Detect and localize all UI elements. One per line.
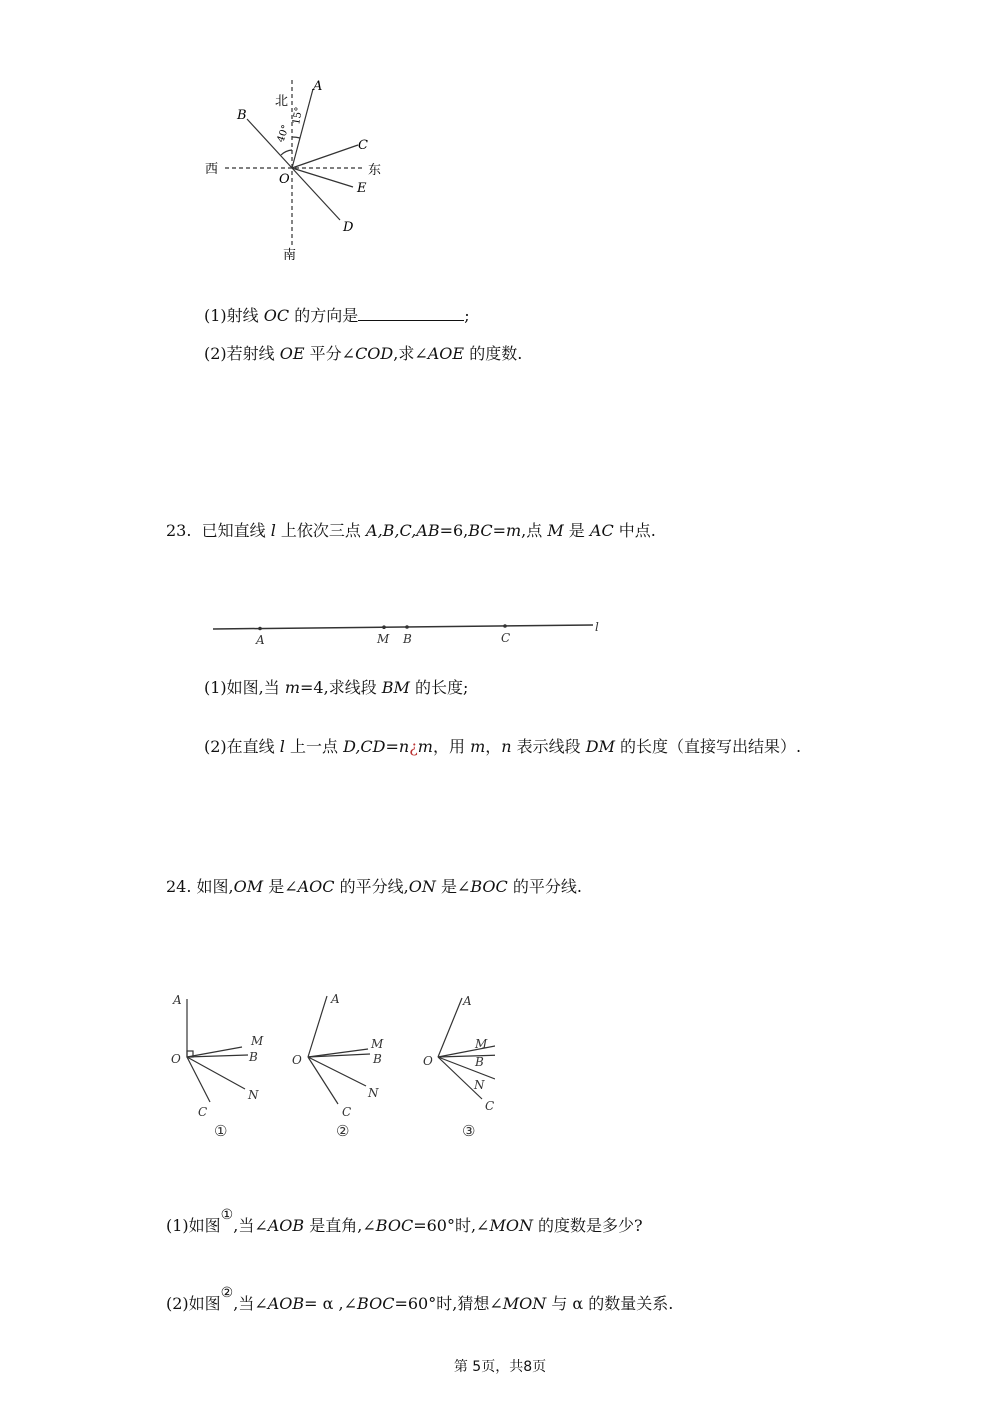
q22-part2: (2)若射线 OE 平分∠COD,求∠AOE 的度数.	[204, 344, 523, 363]
fig2-label-m: M	[371, 1037, 384, 1051]
label-c: C	[501, 631, 511, 645]
fig3-label-o: O	[423, 1054, 433, 1068]
angle-40-label: 40°	[275, 123, 292, 145]
point-c	[503, 624, 507, 628]
point-a	[258, 627, 262, 631]
label-o: O	[279, 172, 290, 187]
label-b: B	[403, 632, 412, 646]
answer-blank[interactable]	[358, 306, 464, 321]
fig1-label-o: O	[171, 1052, 181, 1066]
fig3-label-b: B	[475, 1055, 484, 1069]
q24-part1: (1)如图①,当∠AOB 是直角,∠BOC=60°时,∠MON 的度数是多少?	[166, 1207, 643, 1235]
fig3-label-c: C	[485, 1099, 495, 1113]
fig1-label-a: A	[173, 993, 182, 1007]
fig1-label-n: N	[248, 1088, 259, 1102]
angle-figures	[165, 985, 495, 1145]
fig3-label-n: N	[474, 1078, 485, 1092]
fig1-label-m: M	[251, 1034, 264, 1048]
caption-2: ②	[336, 1122, 350, 1140]
north-label: 北	[275, 94, 289, 109]
label-m: M	[377, 632, 390, 646]
label-a: A	[256, 633, 265, 647]
fig2-label-b: B	[373, 1052, 382, 1066]
fig1-label-c: C	[198, 1105, 208, 1119]
fig2-label-o: O	[292, 1053, 302, 1067]
west-label: 西	[205, 162, 219, 177]
fig3-label-m: M	[475, 1037, 488, 1051]
label-b: B	[237, 108, 247, 123]
ray-oa	[292, 89, 313, 168]
compass-figure	[195, 75, 395, 265]
page-footer: 第 5页，共8页	[453, 1359, 547, 1375]
label-l: l	[595, 620, 599, 634]
label-e: E	[357, 181, 367, 196]
ray-oc	[292, 145, 358, 168]
label-d: D	[343, 220, 354, 235]
label-a: A	[313, 79, 323, 94]
angle-15-label: 15°	[291, 106, 306, 126]
line-l-figure	[205, 612, 615, 652]
figure-1	[187, 999, 248, 1102]
fig3-label-a: A	[463, 994, 472, 1008]
caption-1: ①	[214, 1122, 228, 1140]
figure-2	[308, 996, 370, 1104]
fig2-label-c: C	[342, 1105, 352, 1119]
q24-part2: (2)如图②,当∠AOB= α ,∠BOC=60°时,猜想∠MON 与 α 的数量关系.	[166, 1285, 674, 1313]
q24-stem: 24. 如图,OM 是∠AOC 的平分线,ON 是∠BOC 的平分线.	[166, 877, 582, 896]
fig2-label-n: N	[368, 1086, 379, 1100]
q23-stem: 23. 已知直线 l 上依次三点 A,B,C,AB=6,BC=m,点 M 是 AC 中点.	[166, 521, 656, 540]
q22-part1: (1)射线 OC 的方向是 ;	[204, 306, 470, 325]
south-label: 南	[283, 248, 297, 263]
label-c: C	[358, 138, 368, 153]
caption-3: ③	[462, 1122, 476, 1140]
q23-part2: (2)在直线 l 上一点 D,CD=n¿m，用 m，n 表示线段 DM 的长度（直接写出结果）.	[204, 737, 802, 756]
point-m	[382, 625, 386, 629]
fig1-label-b: B	[249, 1050, 258, 1064]
east-label: 东	[368, 163, 382, 178]
point-b	[405, 625, 409, 629]
line-l	[213, 625, 593, 629]
q23-part1: (1)如图,当 m=4,求线段 BM 的长度;	[204, 678, 469, 697]
fig2-label-a: A	[331, 992, 340, 1006]
